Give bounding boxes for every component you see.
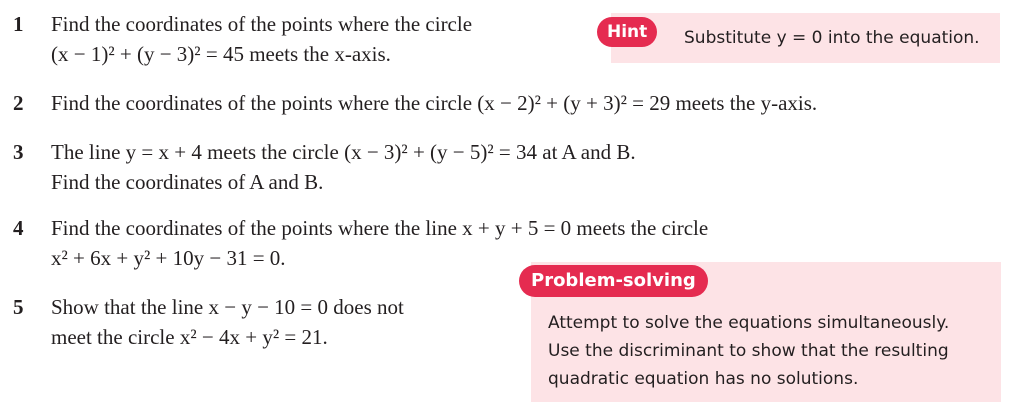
problem-solving-line-1: Attempt to solve the equations simultaneously.: [548, 313, 950, 333]
question-number-4: 4: [13, 216, 24, 240]
question-2-line-1: Find the coordinates of the points where the circle (x − 2)² + (y + 3)² = 29 meets the y-axis.: [51, 91, 818, 115]
question-1-line-1: Find the coordinates of the points where the circle: [51, 12, 473, 36]
problem-solving-line-2: Use the discriminant to show that the resulting: [548, 341, 949, 361]
problem-solving-tag: Problem-solving: [519, 265, 708, 297]
hint-tag: Hint: [597, 17, 657, 47]
question-3-line-2: Find the coordinates of A and B.: [51, 170, 324, 194]
question-1-line-2: (x − 1)² + (y − 3)² = 45 meets the x-axis.: [51, 42, 391, 66]
question-4-line-1: Find the coordinates of the points where the line x + y + 5 = 0 meets the circle: [51, 216, 709, 240]
question-5-line-1: Show that the line x − y − 10 = 0 does not: [51, 295, 404, 319]
question-5-line-2: meet the circle x² − 4x + y² = 21.: [51, 325, 328, 349]
question-number-3: 3: [13, 140, 24, 164]
question-3-line-1: The line y = x + 4 meets the circle (x − 3)² + (y − 5)² = 34 at A and B.: [51, 140, 636, 164]
question-number-2: 2: [13, 91, 24, 115]
hint-text: Substitute y = 0 into the equation.: [684, 28, 980, 48]
problem-solving-line-3: quadratic equation has no solutions.: [548, 369, 859, 389]
question-number-1: 1: [13, 12, 24, 36]
question-number-5: 5: [13, 295, 24, 319]
question-4-line-2: x² + 6x + y² + 10y − 31 = 0.: [51, 246, 286, 270]
